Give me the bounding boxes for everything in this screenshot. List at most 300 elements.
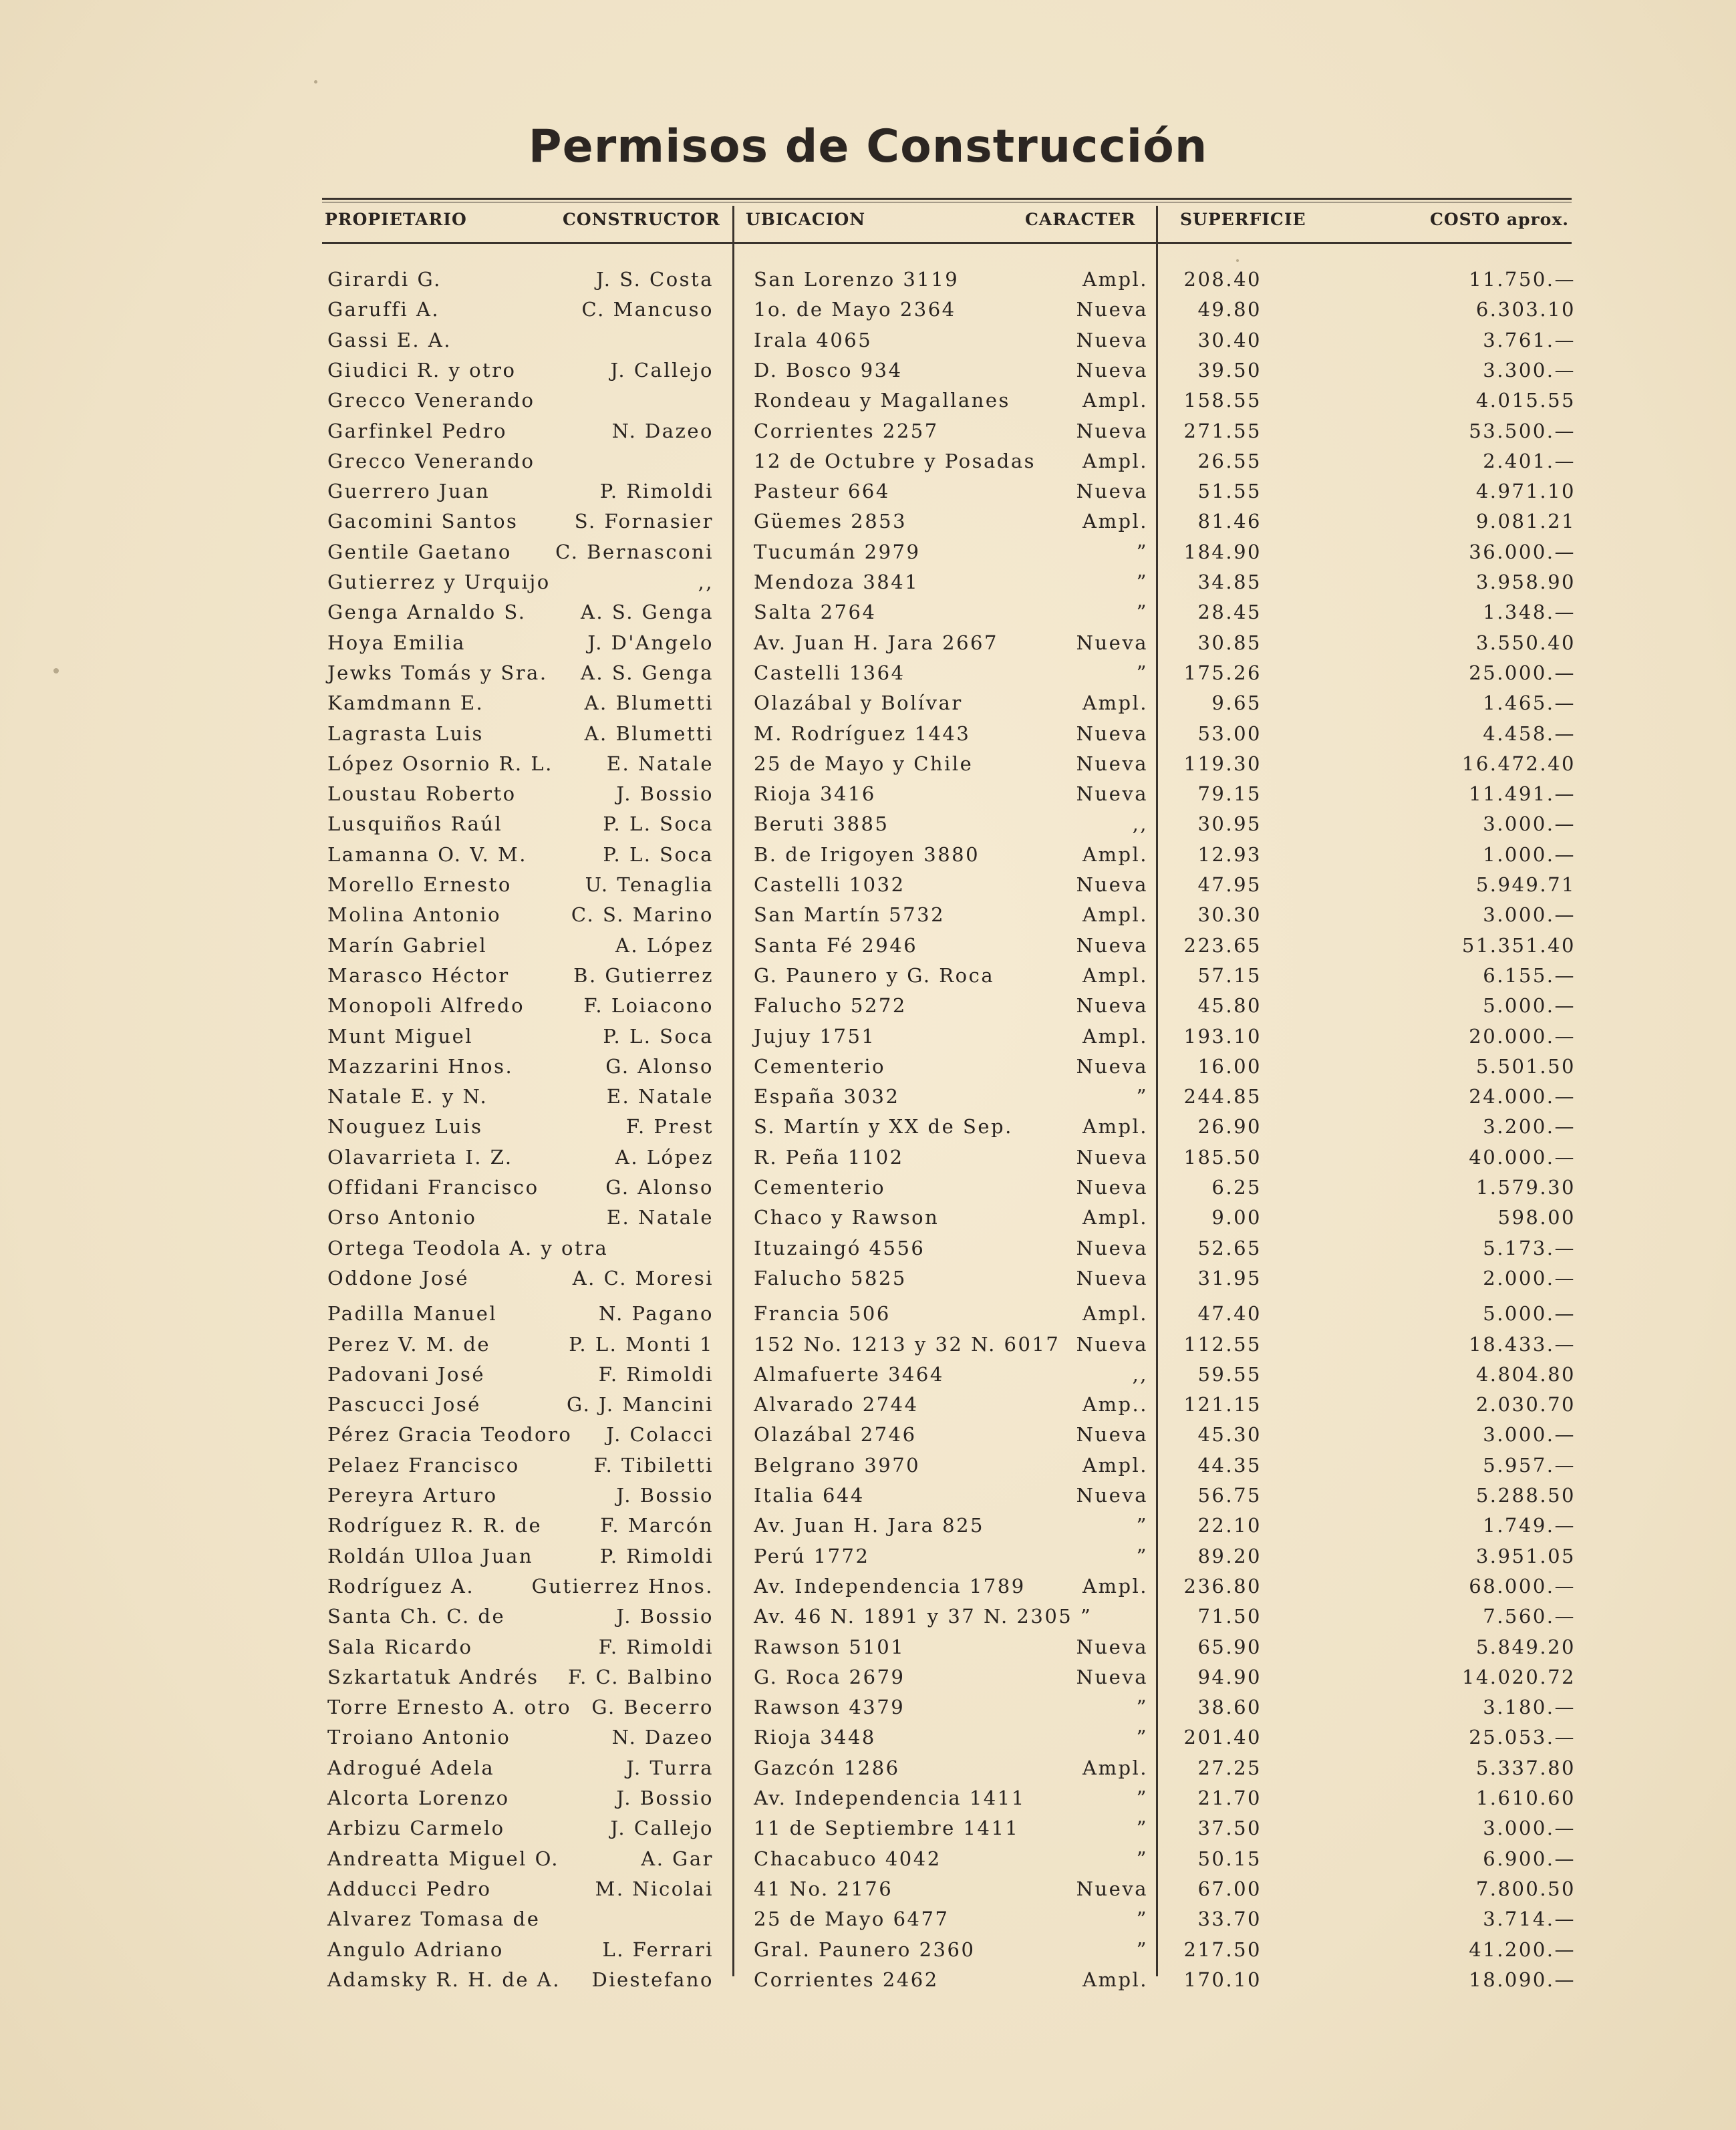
caracter-cell: Nueva bbox=[1076, 631, 1148, 654]
table-row bbox=[0, 931, 1736, 960]
propietario-cell: Grecco Venerando bbox=[327, 389, 535, 412]
costo-cell: 1.610.60 bbox=[1475, 1787, 1576, 1809]
superficie-cell: 28.45 bbox=[1197, 601, 1262, 624]
table-row bbox=[0, 809, 1736, 839]
caracter-cell: ” bbox=[1136, 1085, 1148, 1108]
superficie-cell: 184.90 bbox=[1183, 540, 1262, 563]
costo-cell: 40.000.— bbox=[1469, 1145, 1576, 1169]
propietario-cell: Girardi G. bbox=[327, 268, 442, 291]
superficie-cell: 45.80 bbox=[1197, 994, 1262, 1018]
superficie-cell: 16.00 bbox=[1197, 1054, 1262, 1078]
costo-cell: 1.579.30 bbox=[1475, 1176, 1576, 1199]
superficie-cell: 34.85 bbox=[1197, 571, 1262, 593]
propietario-cell: Pelaez Francisco bbox=[327, 1453, 520, 1477]
caracter-cell: ” bbox=[1136, 601, 1148, 624]
propietario-cell: Gentile Gaetano bbox=[327, 540, 512, 563]
caracter-cell: ” bbox=[1136, 1726, 1148, 1749]
table-row bbox=[0, 1330, 1736, 1359]
paper-speck bbox=[53, 668, 59, 673]
ubicacion-cell: Gazcón 1286 bbox=[754, 1756, 900, 1779]
caracter-cell: Nueva bbox=[1076, 1145, 1148, 1169]
propietario-cell: Lusquiños Raúl bbox=[327, 812, 503, 836]
ubicacion-cell: Perú 1772 bbox=[754, 1544, 870, 1567]
superficie-cell: 158.55 bbox=[1183, 389, 1262, 412]
propietario-cell: Santa Ch. C. de bbox=[327, 1605, 506, 1628]
constructor-cell: G. Alonso bbox=[605, 1054, 714, 1078]
table-row bbox=[0, 779, 1736, 808]
table-row bbox=[0, 1511, 1736, 1540]
caracter-cell: Ampl. bbox=[1082, 510, 1148, 533]
propietario-cell: Nouguez Luis bbox=[327, 1115, 483, 1138]
table-row bbox=[0, 1052, 1736, 1081]
propietario-cell: Guerrero Juan bbox=[327, 480, 490, 503]
ubicacion-cell: Almafuerte 3464 bbox=[754, 1362, 944, 1386]
costo-cell: 5.501.50 bbox=[1475, 1054, 1576, 1078]
constructor-cell: J. Bossio bbox=[616, 1787, 714, 1809]
propietario-cell: Adducci Pedro bbox=[327, 1877, 492, 1900]
caracter-cell: Ampl. bbox=[1082, 449, 1148, 472]
superficie-cell: 9.00 bbox=[1211, 1206, 1262, 1229]
ubicacion-cell: G. Roca 2679 bbox=[754, 1665, 905, 1688]
propietario-cell: Genga Arnaldo S. bbox=[327, 601, 527, 624]
table-row bbox=[0, 900, 1736, 929]
caracter-cell: ” bbox=[1136, 1544, 1148, 1567]
caracter-cell: Nueva bbox=[1076, 1332, 1148, 1356]
superficie-cell: 37.50 bbox=[1197, 1817, 1262, 1840]
propietario-cell: Perez V. M. de bbox=[327, 1332, 491, 1356]
constructor-cell: P. L. Soca bbox=[603, 1024, 714, 1048]
table-row bbox=[0, 325, 1736, 355]
table-row bbox=[0, 719, 1736, 748]
table-row bbox=[0, 749, 1736, 778]
propietario-cell: Arbizu Carmelo bbox=[327, 1817, 505, 1840]
ubicacion-cell: 1o. de Mayo 2364 bbox=[754, 298, 956, 321]
caracter-cell: Ampl. bbox=[1082, 1115, 1148, 1138]
table-row bbox=[0, 991, 1736, 1020]
ubicacion-cell: Jujuy 1751 bbox=[754, 1024, 876, 1048]
propietario-cell: Rodríguez R. R. de bbox=[327, 1514, 543, 1537]
costo-cell: 25.000.— bbox=[1469, 661, 1576, 684]
ubicacion-cell: Corrientes 2257 bbox=[754, 419, 939, 442]
superficie-cell: 175.26 bbox=[1183, 661, 1262, 684]
caracter-cell: Nueva bbox=[1076, 722, 1148, 745]
caracter-cell: Nueva bbox=[1076, 873, 1148, 896]
constructor-cell: Diestefano bbox=[591, 1968, 714, 1991]
constructor-cell: C. Bernasconi bbox=[555, 540, 714, 563]
costo-cell: 11.750.— bbox=[1469, 268, 1576, 291]
superficie-cell: 50.15 bbox=[1197, 1847, 1262, 1870]
ubicacion-cell: Chaco y Rawson bbox=[754, 1206, 939, 1229]
constructor-cell: E. Natale bbox=[606, 1085, 714, 1108]
constructor-cell: J. Turra bbox=[626, 1756, 714, 1779]
propietario-cell: Szkartatuk Andrés bbox=[327, 1665, 539, 1688]
constructor-cell: A. López bbox=[615, 933, 714, 957]
costo-cell: 3.958.90 bbox=[1475, 571, 1576, 593]
costo-cell: 3.300.— bbox=[1483, 358, 1576, 382]
caracter-cell: Ampl. bbox=[1082, 389, 1148, 412]
table-row bbox=[0, 1299, 1736, 1328]
costo-cell: 3.550.40 bbox=[1475, 631, 1576, 654]
caracter-cell: Ampl. bbox=[1082, 268, 1148, 291]
superficie-cell: 44.35 bbox=[1197, 1453, 1262, 1477]
table-row bbox=[0, 1203, 1736, 1232]
costo-cell: 7.800.50 bbox=[1475, 1877, 1576, 1900]
costo-cell: 7.560.— bbox=[1483, 1605, 1576, 1628]
header-caracter: CARACTER bbox=[1025, 210, 1136, 229]
superficie-cell: 217.50 bbox=[1183, 1938, 1262, 1961]
propietario-cell: Sala Ricardo bbox=[327, 1635, 473, 1658]
superficie-cell: 39.50 bbox=[1197, 358, 1262, 382]
caracter-cell: Nueva bbox=[1076, 782, 1148, 806]
costo-cell: 5.000.— bbox=[1483, 994, 1576, 1018]
ubicacion-cell: Castelli 1364 bbox=[754, 661, 905, 684]
caracter-cell: Ampl. bbox=[1082, 843, 1148, 866]
costo-cell: 3.000.— bbox=[1483, 1817, 1576, 1840]
header-costo: COSTO aprox. bbox=[1430, 210, 1569, 229]
propietario-cell: López Osornio R. L. bbox=[327, 752, 553, 775]
table-row bbox=[0, 295, 1736, 324]
superficie-cell: 38.60 bbox=[1197, 1696, 1262, 1719]
constructor-cell: N. Dazeo bbox=[611, 1726, 714, 1749]
table-row bbox=[0, 1722, 1736, 1752]
caracter-cell: ” bbox=[1136, 1938, 1148, 1961]
constructor-cell: S. Fornasier bbox=[574, 510, 714, 533]
costo-cell: 598.00 bbox=[1497, 1206, 1576, 1229]
propietario-cell: Jewks Tomás y Sra. bbox=[327, 661, 548, 684]
costo-cell: 24.000.— bbox=[1469, 1085, 1576, 1108]
caracter-cell: Ampl. bbox=[1082, 1024, 1148, 1048]
superficie-cell: 170.10 bbox=[1183, 1968, 1262, 1991]
ubicacion-cell: Pasteur 664 bbox=[754, 480, 890, 503]
superficie-cell: 208.40 bbox=[1183, 268, 1262, 291]
ubicacion-cell: Rawson 5101 bbox=[754, 1635, 905, 1658]
costo-cell: 9.081.21 bbox=[1475, 510, 1576, 533]
propietario-cell: Padovani José bbox=[327, 1362, 485, 1386]
ubicacion-cell: Beruti 3885 bbox=[754, 812, 889, 836]
costo-cell: 36.000.— bbox=[1469, 540, 1576, 563]
costo-cell: 3.000.— bbox=[1483, 812, 1576, 836]
caracter-cell: Nueva bbox=[1076, 298, 1148, 321]
caracter-cell: Nueva bbox=[1076, 1176, 1148, 1199]
ubicacion-cell: Italia 644 bbox=[754, 1484, 865, 1507]
superficie-cell: 9.65 bbox=[1211, 692, 1262, 715]
propietario-cell: Monopoli Alfredo bbox=[327, 994, 525, 1018]
table-row bbox=[0, 416, 1736, 446]
table-row bbox=[0, 1844, 1736, 1873]
propietario-cell: Adrogué Adela bbox=[327, 1756, 495, 1779]
table-row bbox=[0, 1263, 1736, 1293]
costo-cell: 2.000.— bbox=[1483, 1266, 1576, 1289]
table-row bbox=[0, 1904, 1736, 1934]
caracter-cell: Ampl. bbox=[1082, 1453, 1148, 1477]
ubicacion-cell: 25 de Mayo 6477 bbox=[754, 1908, 950, 1931]
caracter-cell: Nueva bbox=[1076, 1266, 1148, 1289]
constructor-cell: G. J. Mancini bbox=[566, 1393, 714, 1416]
caracter-cell: Nueva bbox=[1076, 480, 1148, 503]
ubicacion-cell: Güemes 2853 bbox=[754, 510, 907, 533]
ubicacion-cell: Rondeau y Magallanes bbox=[754, 389, 1010, 412]
constructor-cell: J. S. Costa bbox=[595, 268, 714, 291]
ubicacion-cell: Salta 2764 bbox=[754, 601, 877, 624]
ubicacion-cell: Tucumán 2979 bbox=[754, 540, 921, 563]
caracter-cell: ” bbox=[1136, 1908, 1148, 1931]
paper-speck bbox=[314, 80, 317, 84]
costo-cell: 53.500.— bbox=[1469, 419, 1576, 442]
ubicacion-cell: Gral. Paunero 2360 bbox=[754, 1938, 976, 1961]
caracter-cell: Nueva bbox=[1076, 1484, 1148, 1507]
caracter-cell: Nueva bbox=[1076, 328, 1148, 351]
costo-cell: 3.000.— bbox=[1483, 903, 1576, 927]
caracter-cell: Ampl. bbox=[1082, 1206, 1148, 1229]
superficie-cell: 193.10 bbox=[1183, 1024, 1262, 1048]
ubicacion-cell: Falucho 5272 bbox=[754, 994, 907, 1018]
propietario-cell: Pereyra Arturo bbox=[327, 1484, 498, 1507]
superficie-cell: 81.46 bbox=[1197, 510, 1262, 533]
caracter-cell: Nueva bbox=[1076, 994, 1148, 1018]
caracter-cell: ,, bbox=[1132, 812, 1148, 836]
constructor-cell: N. Pagano bbox=[599, 1302, 714, 1326]
caracter-cell: Nueva bbox=[1076, 1423, 1148, 1447]
table-row bbox=[0, 1360, 1736, 1389]
table-row bbox=[0, 1233, 1736, 1263]
costo-cell: 68.000.— bbox=[1469, 1574, 1576, 1598]
caracter-cell: Nueva bbox=[1076, 358, 1148, 382]
ubicacion-cell: Castelli 1032 bbox=[754, 873, 905, 896]
caracter-cell: Nueva bbox=[1076, 419, 1148, 442]
table-row bbox=[0, 1692, 1736, 1722]
constructor-cell: A. Blumetti bbox=[584, 722, 714, 745]
table-row bbox=[0, 1481, 1736, 1510]
ubicacion-cell: G. Paunero y G. Roca bbox=[754, 963, 995, 987]
propietario-cell: Munt Miguel bbox=[327, 1024, 474, 1048]
costo-cell: 3.200.— bbox=[1483, 1115, 1576, 1138]
table-row bbox=[0, 840, 1736, 869]
costo-cell: 3.180.— bbox=[1483, 1696, 1576, 1719]
costo-cell: 18.433.— bbox=[1469, 1332, 1576, 1356]
caracter-cell: Ampl. bbox=[1082, 1574, 1148, 1598]
superficie-cell: 52.65 bbox=[1197, 1236, 1262, 1259]
superficie-cell: 31.95 bbox=[1197, 1266, 1262, 1289]
ubicacion-cell: M. Rodríguez 1443 bbox=[754, 722, 971, 745]
constructor-cell: J. Bossio bbox=[616, 1605, 714, 1628]
superficie-cell: 119.30 bbox=[1183, 752, 1262, 775]
propietario-cell: Garfinkel Pedro bbox=[327, 419, 507, 442]
superficie-cell: 185.50 bbox=[1183, 1145, 1262, 1169]
superficie-cell: 65.90 bbox=[1197, 1635, 1262, 1658]
superficie-cell: 26.90 bbox=[1197, 1115, 1262, 1138]
caracter-cell: ” bbox=[1136, 1696, 1148, 1719]
caracter-cell: ” bbox=[1136, 1514, 1148, 1537]
constructor-cell: B. Gutierrez bbox=[573, 963, 714, 987]
constructor-cell: G. Becerro bbox=[591, 1696, 714, 1719]
ubicacion-cell: Alvarado 2744 bbox=[754, 1393, 919, 1416]
constructor-cell: F. Rimoldi bbox=[598, 1362, 714, 1386]
superficie-cell: 51.55 bbox=[1197, 480, 1262, 503]
costo-cell: 3.951.05 bbox=[1475, 1544, 1576, 1567]
superficie-cell: 26.55 bbox=[1197, 449, 1262, 472]
ubicacion-cell: 152 No. 1213 y 32 N. 6017 bbox=[754, 1332, 1060, 1356]
constructor-cell: A. S. Genga bbox=[580, 601, 714, 624]
table-row bbox=[0, 1965, 1736, 1994]
ubicacion-cell: Av. Juan H. Jara 2667 bbox=[754, 631, 998, 654]
ubicacion-cell: Ituzaingó 4556 bbox=[754, 1236, 925, 1259]
page-title: Permisos de Construcción bbox=[528, 120, 1208, 173]
table-row bbox=[0, 1813, 1736, 1843]
table-row bbox=[0, 1935, 1736, 1964]
propietario-cell: Olavarrieta I. Z. bbox=[327, 1145, 513, 1169]
constructor-cell: C. S. Marino bbox=[571, 903, 714, 927]
costo-cell: 4.015.55 bbox=[1475, 389, 1576, 412]
costo-cell: 6.900.— bbox=[1483, 1847, 1576, 1870]
propietario-cell: Orso Antonio bbox=[327, 1206, 477, 1229]
table-row bbox=[0, 506, 1736, 536]
superficie-cell: 223.65 bbox=[1183, 933, 1262, 957]
caracter-cell: ” bbox=[1136, 1787, 1148, 1809]
propietario-cell: Hoya Emilia bbox=[327, 631, 466, 654]
superficie-cell: 30.30 bbox=[1197, 903, 1262, 927]
table-row bbox=[0, 1173, 1736, 1202]
propietario-cell: Grecco Venerando bbox=[327, 449, 535, 472]
ubicacion-cell: 25 de Mayo y Chile bbox=[754, 752, 974, 775]
superficie-cell: 30.40 bbox=[1197, 328, 1262, 351]
caracter-cell: Ampl. bbox=[1082, 692, 1148, 715]
costo-cell: 1.348.— bbox=[1483, 601, 1576, 624]
constructor-cell: P. L. Monti 1 bbox=[569, 1332, 714, 1356]
constructor-cell: F. Marcón bbox=[600, 1514, 714, 1537]
ubicacion-cell: Francia 506 bbox=[754, 1302, 891, 1326]
superficie-cell: 89.20 bbox=[1197, 1544, 1262, 1567]
caracter-cell: ” bbox=[1136, 1847, 1148, 1870]
caracter-cell: Nueva bbox=[1076, 1635, 1148, 1658]
ubicacion-cell: Corrientes 2462 bbox=[754, 1968, 939, 1991]
costo-cell: 1.749.— bbox=[1483, 1514, 1576, 1537]
ubicacion-cell: Olazábal 2746 bbox=[754, 1423, 917, 1447]
ubicacion-cell: Rioja 3448 bbox=[754, 1726, 876, 1749]
table-row bbox=[0, 1390, 1736, 1419]
superficie-cell: 79.15 bbox=[1197, 782, 1262, 806]
table-row bbox=[0, 355, 1736, 385]
superficie-cell: 47.95 bbox=[1197, 873, 1262, 896]
costo-cell: 25.053.— bbox=[1469, 1726, 1576, 1749]
constructor-cell: J. Colacci bbox=[606, 1423, 714, 1447]
propietario-cell: Oddone José bbox=[327, 1266, 470, 1289]
constructor-cell: F. Loiacono bbox=[583, 994, 714, 1018]
caracter-cell: Nueva bbox=[1076, 1665, 1148, 1688]
superficie-cell: 45.30 bbox=[1197, 1423, 1262, 1447]
table-row bbox=[0, 1541, 1736, 1571]
costo-cell: 51.351.40 bbox=[1461, 933, 1576, 957]
caracter-cell: Amp.. bbox=[1082, 1393, 1148, 1416]
constructor-cell: E. Natale bbox=[606, 752, 714, 775]
ubicacion-cell: Cementerio bbox=[754, 1176, 886, 1199]
caracter-cell: Nueva bbox=[1076, 752, 1148, 775]
propietario-cell: Marasco Héctor bbox=[327, 963, 510, 987]
superficie-cell: 59.55 bbox=[1197, 1362, 1262, 1386]
header-propietario: PROPIETARIO bbox=[325, 210, 467, 229]
constructor-cell: J. D'Angelo bbox=[587, 631, 714, 654]
superficie-cell: 53.00 bbox=[1197, 722, 1262, 745]
ubicacion-cell: Av. 46 N. 1891 y 37 N. 2305 ” bbox=[754, 1605, 1093, 1628]
ubicacion-cell: R. Peña 1102 bbox=[754, 1145, 904, 1169]
propietario-cell: Gassi E. A. bbox=[327, 328, 452, 351]
superficie-cell: 112.55 bbox=[1183, 1332, 1262, 1356]
table-row bbox=[0, 386, 1736, 415]
table-row bbox=[0, 1632, 1736, 1662]
superficie-cell: 6.25 bbox=[1211, 1176, 1262, 1199]
constructor-cell: E. Natale bbox=[606, 1206, 714, 1229]
costo-cell: 3.761.— bbox=[1483, 328, 1576, 351]
superficie-cell: 47.40 bbox=[1197, 1302, 1262, 1326]
table-row bbox=[0, 961, 1736, 990]
costo-cell: 2.030.70 bbox=[1475, 1393, 1576, 1416]
costo-cell: 2.401.— bbox=[1483, 449, 1576, 472]
costo-cell: 5.000.— bbox=[1483, 1302, 1576, 1326]
constructor-cell: A. Gar bbox=[641, 1847, 714, 1870]
costo-cell: 6.155.— bbox=[1483, 963, 1576, 987]
table-row bbox=[0, 658, 1736, 688]
table-row bbox=[0, 1022, 1736, 1051]
superficie-cell: 236.80 bbox=[1183, 1574, 1262, 1598]
propietario-cell: Mazzarini Hnos. bbox=[327, 1054, 514, 1078]
caracter-cell: ” bbox=[1136, 571, 1148, 593]
superficie-cell: 121.15 bbox=[1183, 1393, 1262, 1416]
constructor-cell: J. Callejo bbox=[610, 358, 714, 382]
table-row bbox=[0, 1602, 1736, 1631]
superficie-cell: 56.75 bbox=[1197, 1484, 1262, 1507]
superficie-cell: 30.85 bbox=[1197, 631, 1262, 654]
caracter-cell: Ampl. bbox=[1082, 1302, 1148, 1326]
superficie-cell: 27.25 bbox=[1197, 1756, 1262, 1779]
propietario-cell: Lagrasta Luis bbox=[327, 722, 484, 745]
propietario-cell: Gutierrez y Urquijo bbox=[327, 571, 551, 593]
costo-cell: 4.971.10 bbox=[1475, 480, 1576, 503]
table-row bbox=[0, 1420, 1736, 1449]
header-ubicacion: UBICACION bbox=[746, 210, 866, 229]
table-row bbox=[0, 1143, 1736, 1172]
propietario-cell: Angulo Adriano bbox=[327, 1938, 504, 1961]
costo-cell: 4.804.80 bbox=[1475, 1362, 1576, 1386]
ubicacion-cell: Mendoza 3841 bbox=[754, 571, 919, 593]
superficie-cell: 21.70 bbox=[1197, 1787, 1262, 1809]
caracter-cell: ” bbox=[1136, 661, 1148, 684]
costo-cell: 5.849.20 bbox=[1475, 1635, 1576, 1658]
table-row bbox=[0, 597, 1736, 627]
constructor-cell: G. Alonso bbox=[605, 1176, 714, 1199]
propietario-cell: Marín Gabriel bbox=[327, 933, 488, 957]
ubicacion-cell: D. Bosco 934 bbox=[754, 358, 903, 382]
table-row bbox=[0, 1874, 1736, 1904]
caracter-cell: Ampl. bbox=[1082, 1968, 1148, 1991]
table-row bbox=[0, 446, 1736, 476]
header-bottom-rule bbox=[322, 242, 1572, 244]
caracter-cell: ,, bbox=[1132, 1362, 1148, 1386]
constructor-cell: M. Nicolai bbox=[595, 1877, 714, 1900]
header-top-rule bbox=[322, 198, 1572, 200]
constructor-cell: J. Bossio bbox=[616, 1484, 714, 1507]
costo-cell: 20.000.— bbox=[1469, 1024, 1576, 1048]
costo-cell: 3.000.— bbox=[1483, 1423, 1576, 1447]
ubicacion-cell: España 3032 bbox=[754, 1085, 900, 1108]
costo-cell: 5.288.50 bbox=[1475, 1484, 1576, 1507]
constructor-cell: J. Callejo bbox=[610, 1817, 714, 1840]
constructor-cell: A. López bbox=[615, 1145, 714, 1169]
constructor-cell: J. Bossio bbox=[616, 782, 714, 806]
ubicacion-cell: B. de Irigoyen 3880 bbox=[754, 843, 980, 866]
caracter-cell: Nueva bbox=[1076, 1877, 1148, 1900]
caracter-cell: ” bbox=[1136, 1817, 1148, 1840]
superficie-cell: 57.15 bbox=[1197, 963, 1262, 987]
table-row bbox=[0, 1783, 1736, 1813]
